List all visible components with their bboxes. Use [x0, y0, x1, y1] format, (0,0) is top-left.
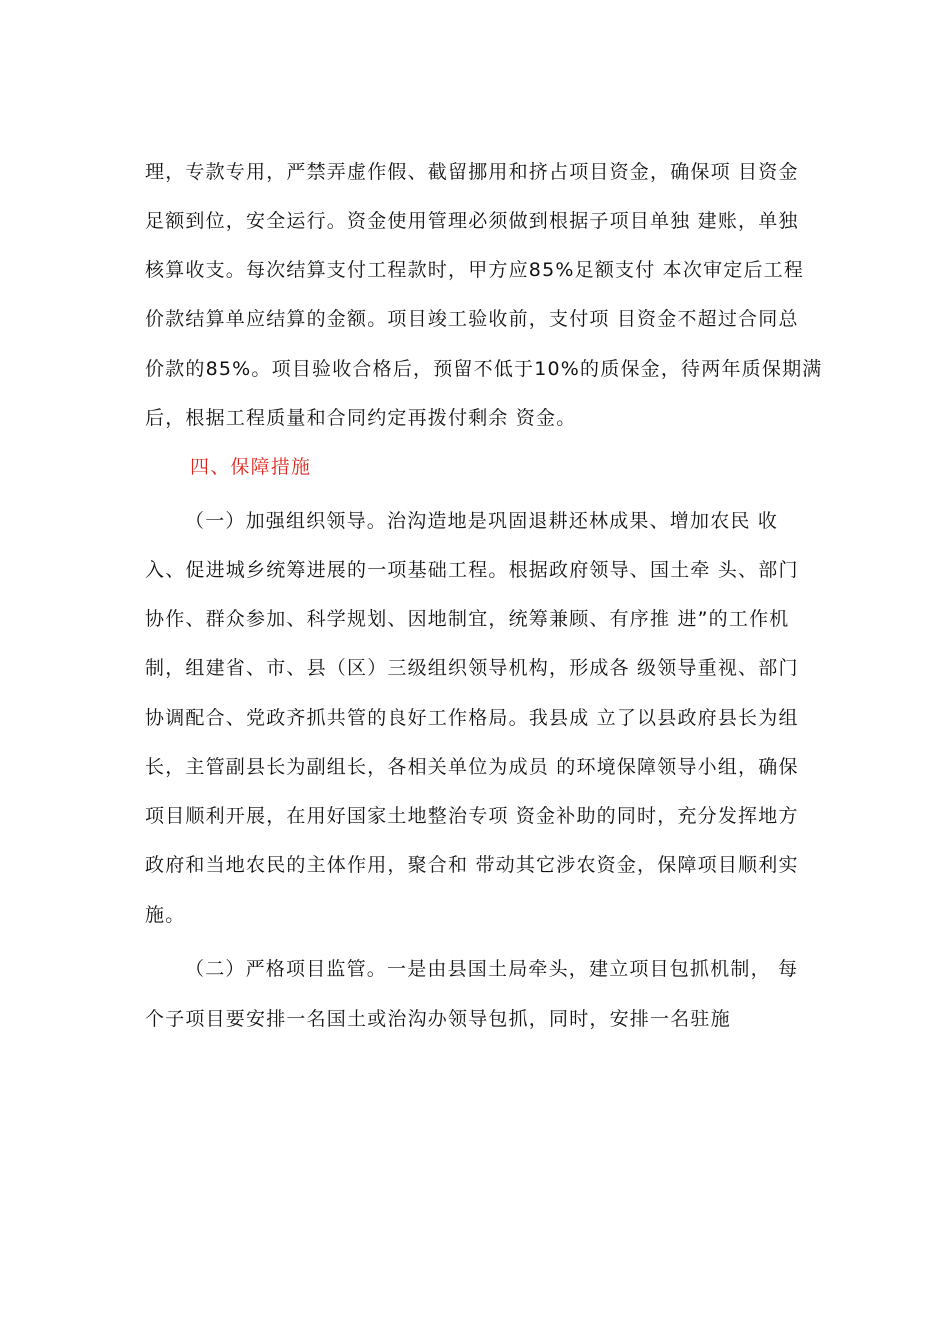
paragraph-line: 长，主管副县长为副组长，各相关单位为成员 的环境保障领导小组，确保: [145, 756, 799, 778]
paragraph-line: 政府和当地农民的主体作用，聚合和 带动其它涉农资金，保障项目顺利实: [145, 854, 799, 876]
paragraph-line: 个子项目要安排一名国土或治沟办领导包抓，同时，安排一名驻施: [145, 1008, 731, 1030]
paragraph-line: 项目顺利开展，在用好国家土地整治专项 资金补助的同时，充分发挥地方: [145, 805, 799, 827]
paragraph-line: （一）加强组织领导。治沟造地是巩固退耕还林成果、增加农民 收: [185, 510, 779, 532]
section-heading: 四、保障措施: [190, 456, 312, 478]
paragraph-line: 价款的85%。项目验收合格后，预留不低于10%的质保金，待两年质保期满: [145, 358, 823, 380]
paragraph-line: 理，专款专用，严禁弄虚作假、截留挪用和挤占项目资金，确保项 目资金: [145, 161, 799, 183]
paragraph-line: 协调配合、党政齐抓共管的良好工作格局。我县成 立了以县政府县长为组: [145, 707, 799, 729]
paragraph-line: （二）严格项目监管。一是由县国土局牵头，建立项目包抓机制， 每: [185, 958, 799, 980]
paragraph-line: 协作、群众参加、科学规划、因地制宜，统筹兼顾、有序推 进”的工作机: [145, 608, 790, 630]
paragraph-line: 足额到位，安全运行。资金使用管理必须做到根据子项目单独 建账，单独: [145, 210, 799, 232]
paragraph-line: 价款结算单应结算的金额。项目竣工验收前，支付项 目资金不超过合同总: [145, 308, 799, 330]
paragraph-line: 施。: [145, 904, 186, 926]
paragraph-line: 核算收支。每次结算支付工程款时，甲方应85%足额支付 本次审定后工程: [145, 259, 805, 281]
paragraph-line: 入、促进城乡统筹进展的一项基础工程。根据政府领导、国土牵 头、部门: [145, 559, 799, 581]
paragraph-line: 后，根据工程质量和合同约定再拨付剩余 资金。: [145, 407, 577, 429]
paragraph-line: 制，组建省、市、县（区）三级组织领导机构，形成各 级领导重视、部门: [145, 657, 799, 679]
